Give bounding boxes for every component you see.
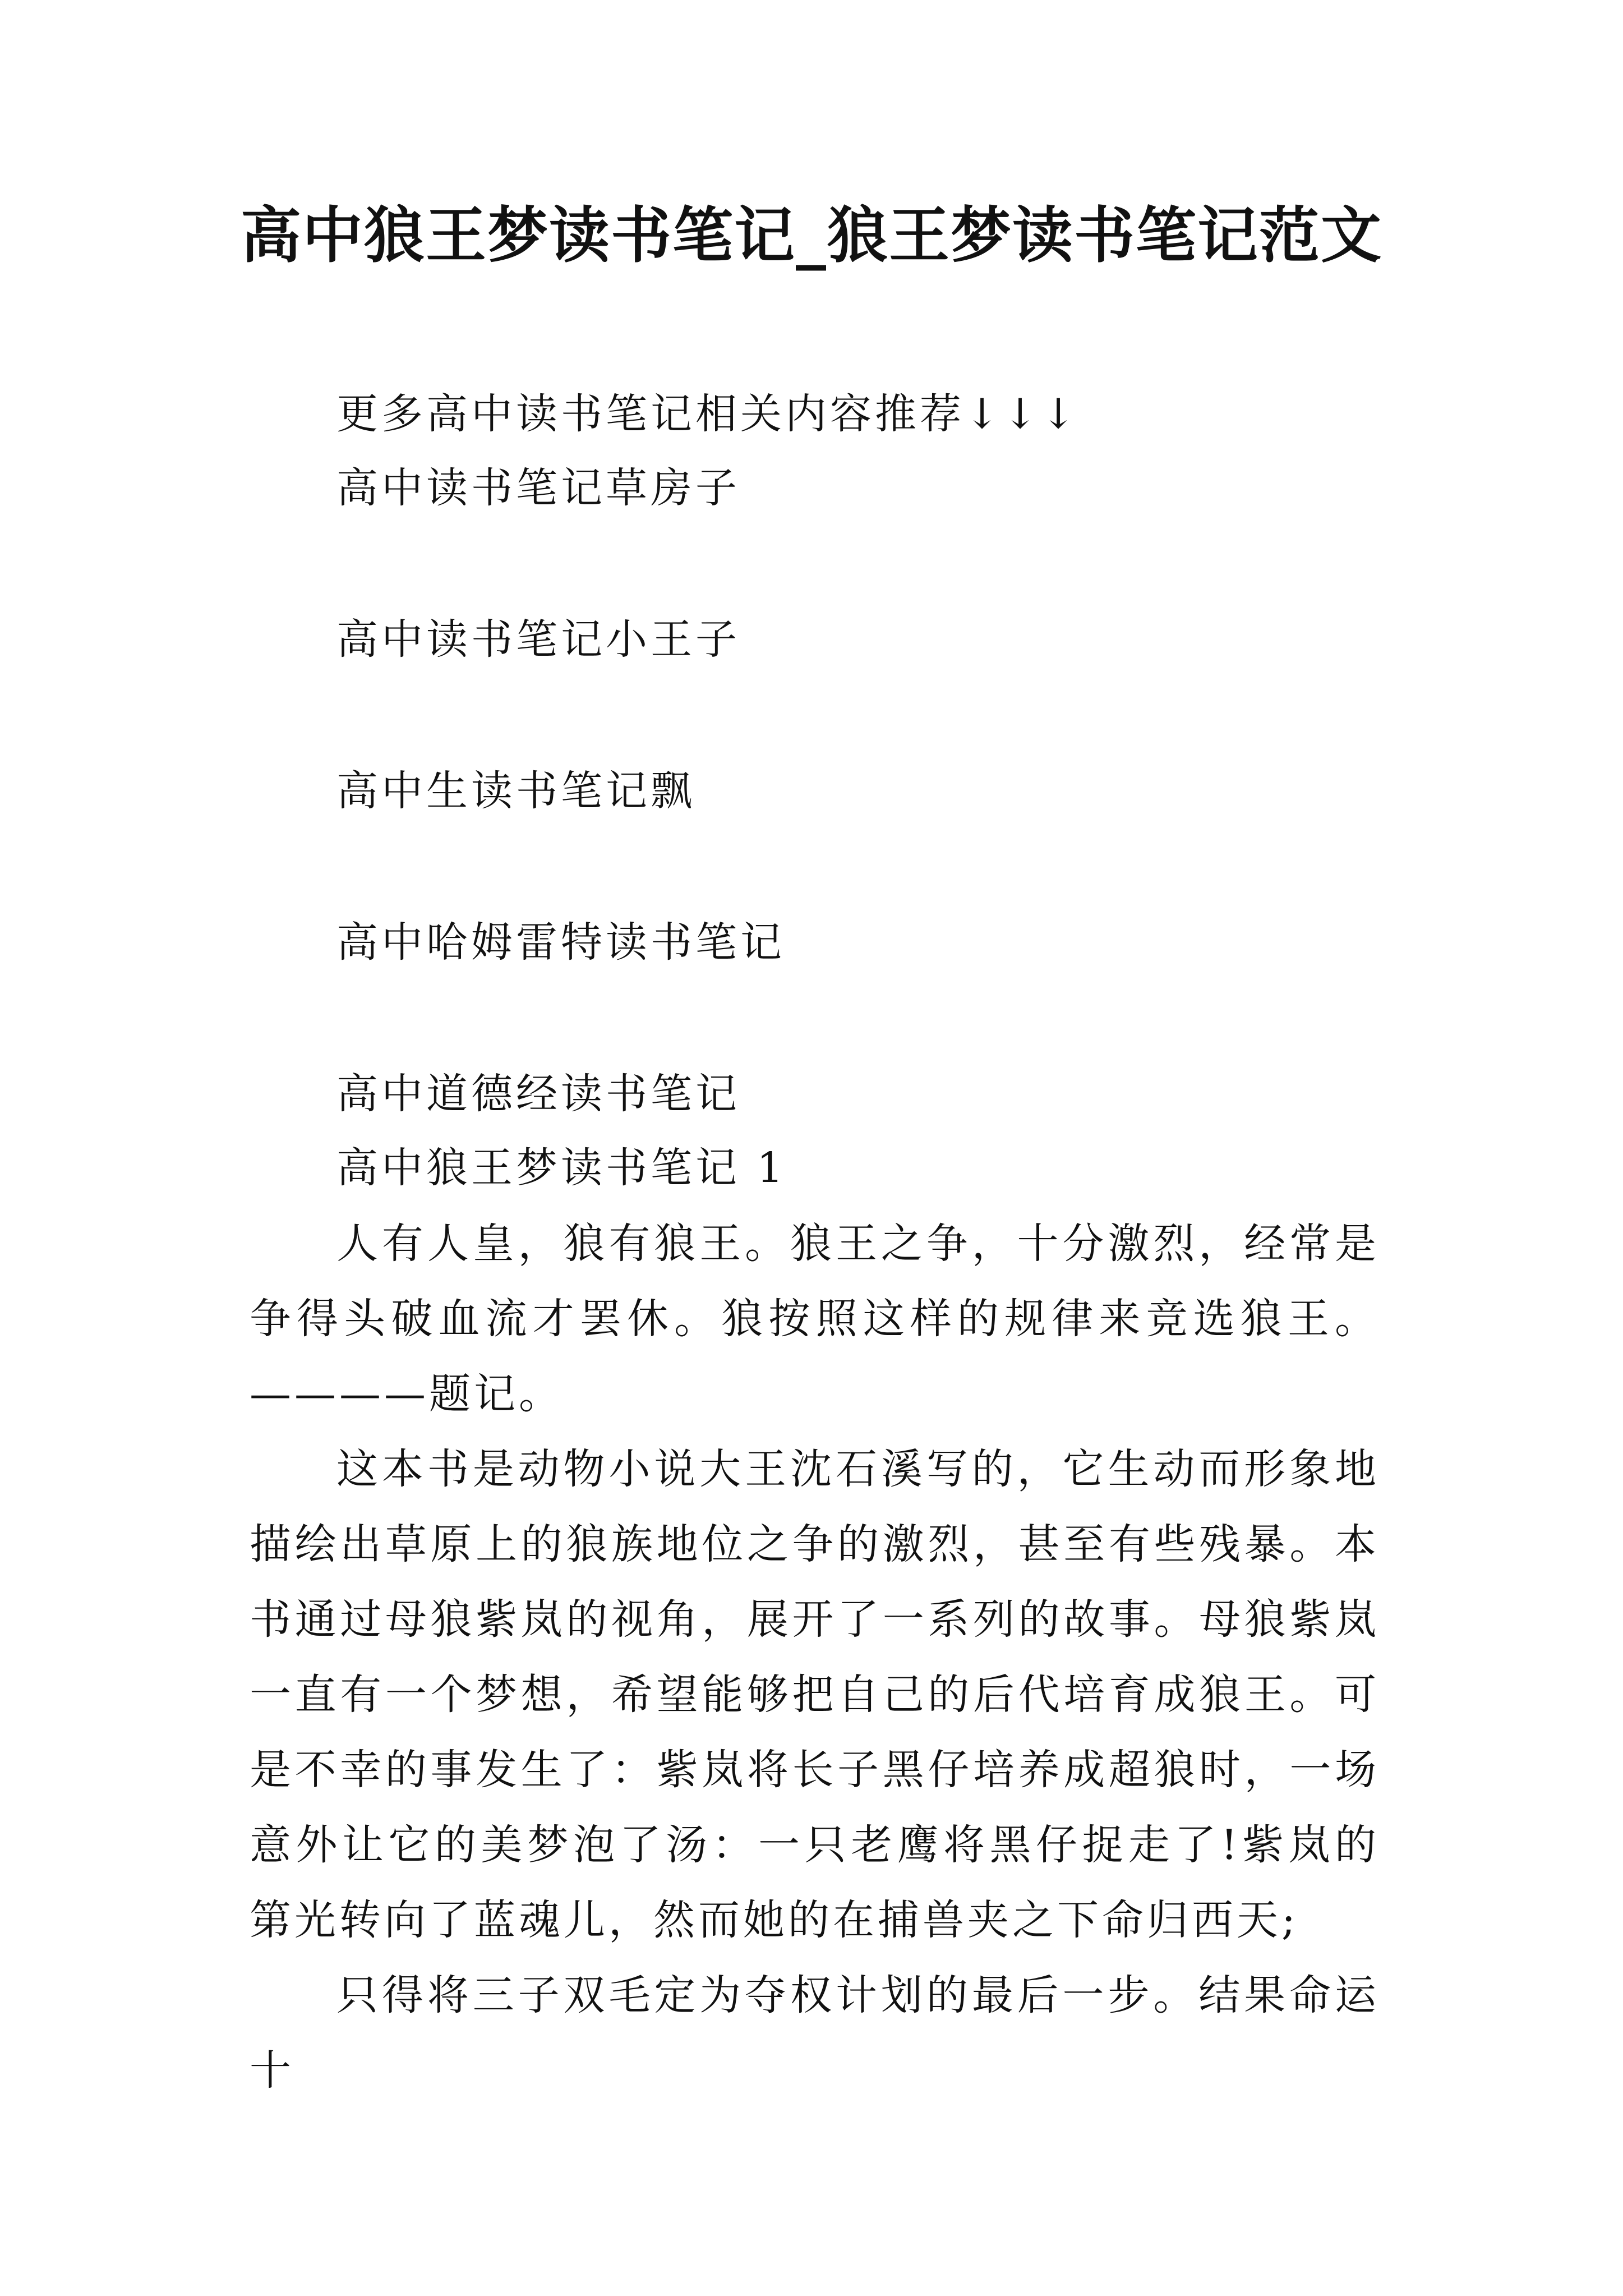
paragraph-1: 人有人皇，狼有狼王。狼王之争，十分激烈，经常是争得头破血流才罢休。狼按照这样的规律来竞选狼王。————题记。 [250,1220,1380,1418]
article-body [250,1206,1380,2108]
recommended-link-2[interactable]: 高中读书笔记小王子 [336,615,740,664]
recommended-link-5[interactable]: 高中道德经读书笔记 [336,1070,740,1118]
recommended-link-1[interactable]: 高中读书笔记草房子 [336,464,740,512]
recommended-link-3[interactable]: 高中生读书笔记飘 [336,767,695,815]
recommended-link-4[interactable]: 高中哈姆雷特读书笔记 [336,918,785,967]
section-heading: 高中狼王梦读书笔记 1 [336,1144,787,1192]
document-title: 高中狼王梦读书笔记_狼王梦读书笔记范文 [240,200,1382,271]
paragraph-3: 只得将三子双毛定为夺权计划的最后一步。结果命运十 [250,1971,1380,2095]
paragraph-2: 这本书是动物小说大王沈石溪写的，它生动而形象地描绘出草原上的狼族地位之争的激烈，甚至有些残暴。本书通过母狼紫岚的视角，展开了一系列的故事。母狼紫岚一直有一个梦想，希望能够把自己的后代培育成狼王。可是不幸的事发生了：紫岚将长子黑仔培养成超狼时，一场意外让它的美梦泡了汤：一只老鹰将黑仔捉走了!紫岚的第光转向了蓝魂儿，然而她的在捕兽夹之下命归西天; [250,1445,1380,1944]
recommend-heading: 更多高中读书笔记相关内容推荐↓↓↓ [336,390,1080,438]
